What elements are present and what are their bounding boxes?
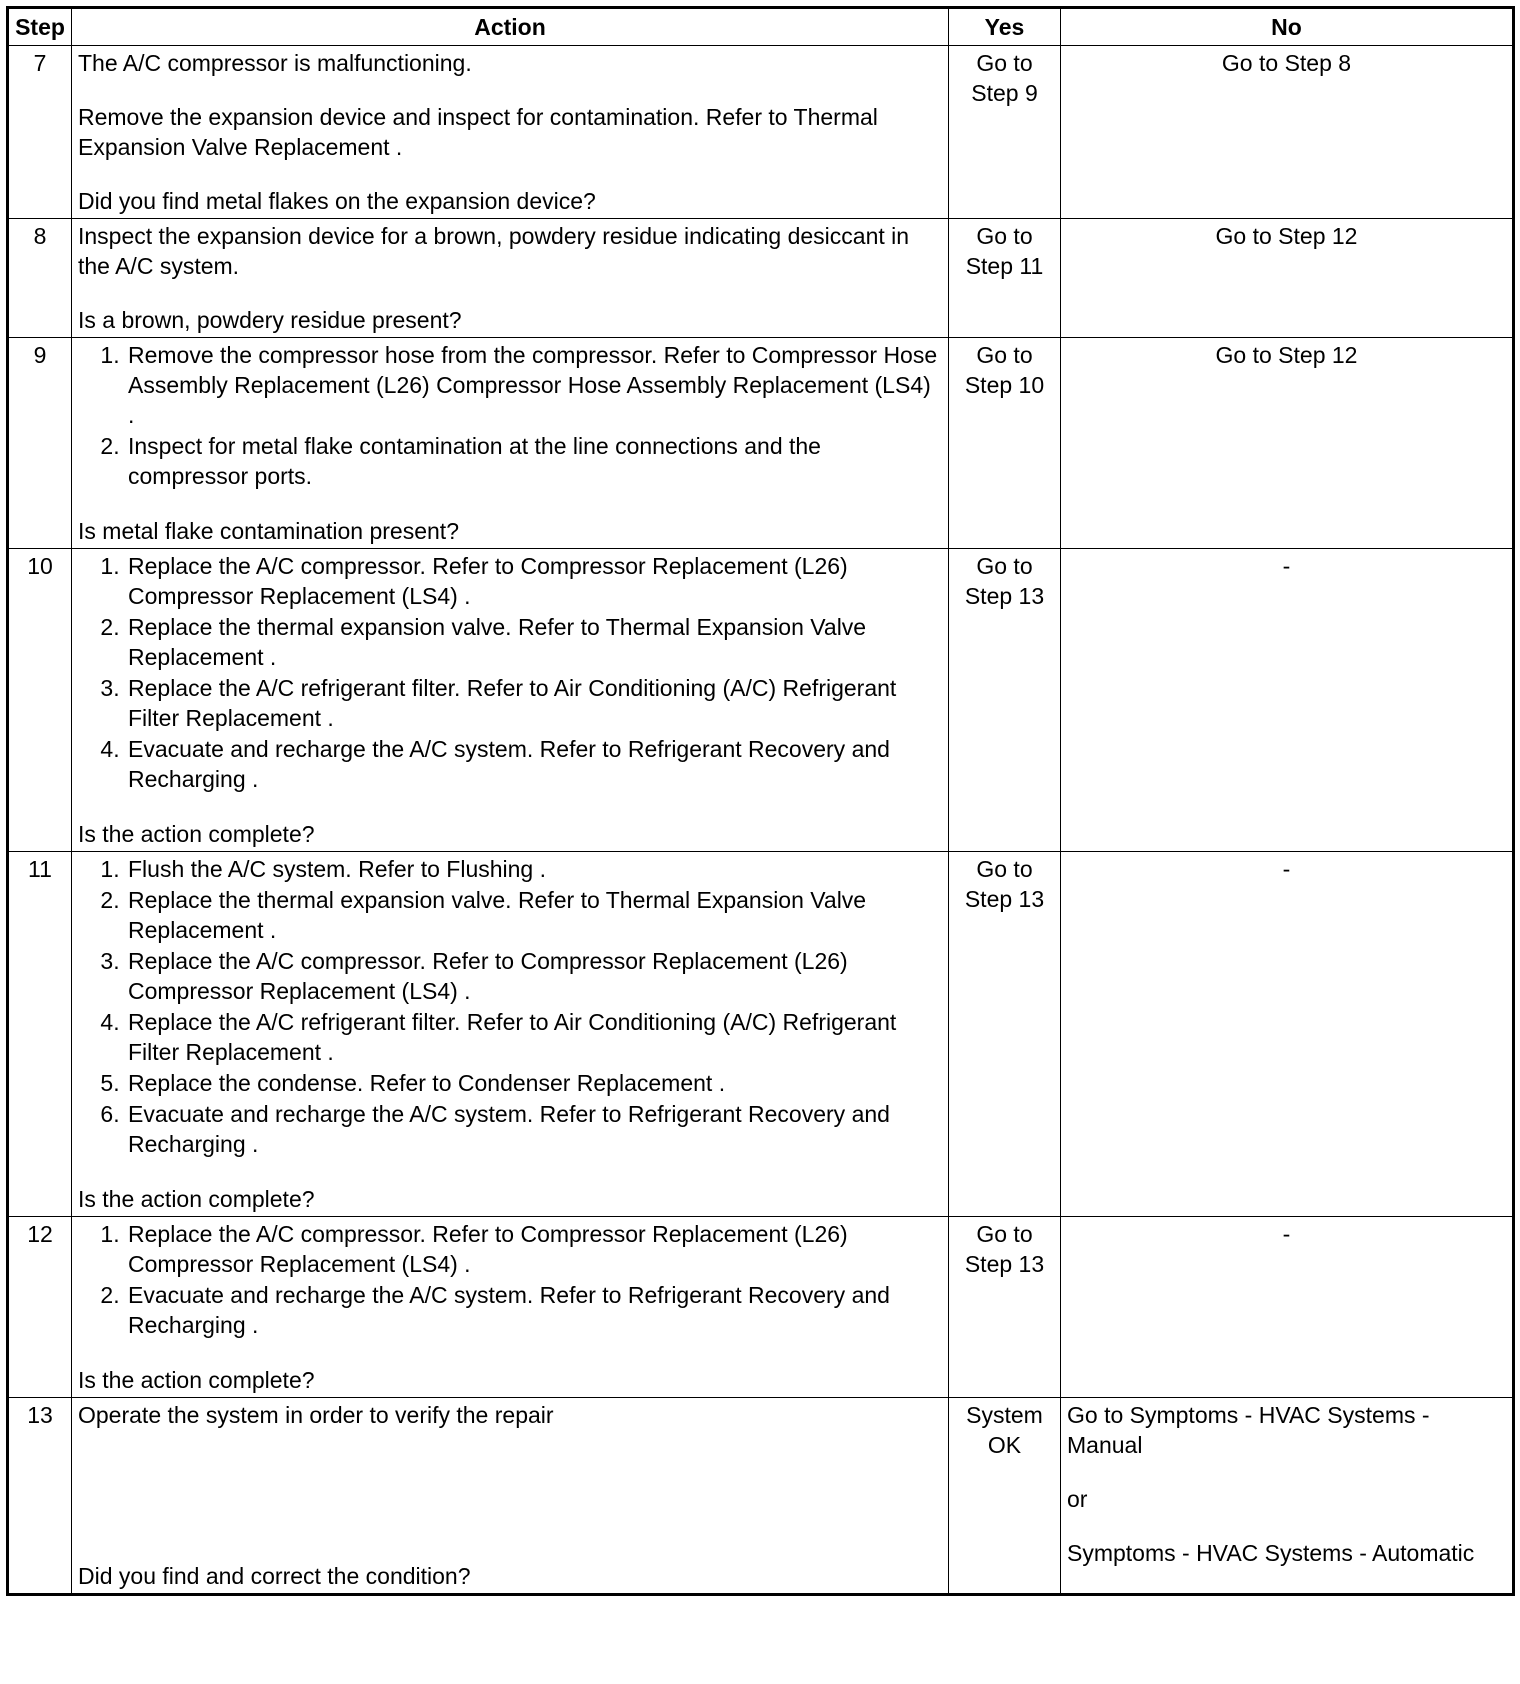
- step-number: 7: [8, 46, 72, 219]
- table-row: [8, 852, 1514, 1217]
- no-outcome-line: Go to Symptoms - HVAC Systems - Manual: [1067, 1402, 1430, 1458]
- list-item: 3. Replace the A/C refrigerant filter. Refer to Air Conditioning (A/C) Refrigerant Filter Replacement .: [126, 673, 942, 733]
- step-number: 12: [8, 1217, 72, 1398]
- action-steps-list: [78, 854, 942, 1160]
- yes-outcome-text: Go to Step 13: [964, 553, 1045, 609]
- table-row: [8, 338, 1514, 549]
- table-row: [8, 1398, 1514, 1595]
- yes-outcome: [949, 852, 1061, 1217]
- action-steps-list: [78, 551, 942, 795]
- action-question: Did you find metal flakes on the expansion device?: [78, 188, 596, 214]
- yes-outcome: [949, 1398, 1061, 1595]
- action-question: Is metal flake contamination present?: [78, 518, 459, 544]
- step-number: 8: [8, 219, 72, 338]
- yes-outcome-text: Go to Step 10: [964, 342, 1045, 398]
- action-question: Is the action complete?: [78, 1367, 315, 1393]
- list-item: 4. Evacuate and recharge the A/C system. Refer to Refrigerant Recovery and Recharging .: [126, 734, 942, 794]
- yes-outcome: [949, 549, 1061, 852]
- list-item: 1. Flush the A/C system. Refer to Flushing .: [126, 854, 942, 884]
- yes-outcome-text: System OK: [966, 1402, 1043, 1458]
- list-item: 2. Replace the thermal expansion valve. Refer to Thermal Expansion Valve Replacement .: [126, 885, 942, 945]
- list-item: 1. Remove the compressor hose from the compressor. Refer to Compressor Hose Assembly Replacement (L26) Compressor Hose Assembly Replacement (LS4) .: [126, 340, 942, 430]
- table-row: [8, 1217, 1514, 1398]
- yes-outcome-text: Go to Step 13: [964, 1221, 1045, 1277]
- yes-outcome-text: Go to Step 11: [965, 223, 1044, 279]
- header-action: Action: [72, 8, 949, 46]
- action-steps-list: [78, 1219, 942, 1341]
- list-item: 1. Replace the A/C compressor. Refer to Compressor Replacement (L26) Compressor Replacement (LS4) .: [126, 1219, 942, 1279]
- action-cell: [72, 1398, 949, 1595]
- step-number: 9: [8, 338, 72, 549]
- table-row: [8, 549, 1514, 852]
- header-yes: Yes: [949, 8, 1061, 46]
- list-item: 1. Replace the A/C compressor. Refer to Compressor Replacement (L26) Compressor Replacement (LS4) .: [126, 551, 942, 611]
- action-cell: [72, 46, 949, 219]
- table-row: [8, 219, 1514, 338]
- no-outcome: Go to Step 12: [1061, 338, 1514, 549]
- yes-outcome: [949, 1217, 1061, 1398]
- no-outcome: Go to Step 8: [1061, 46, 1514, 219]
- action-paragraph: Inspect the expansion device for a brown, powdery residue indicating desiccant in the A/C system.: [78, 223, 910, 279]
- header-no: No: [1061, 8, 1514, 46]
- yes-outcome: [949, 338, 1061, 549]
- action-cell: [72, 549, 949, 852]
- list-item: 2. Evacuate and recharge the A/C system. Refer to Refrigerant Recovery and Recharging .: [126, 1280, 942, 1340]
- action-paragraph: Remove the expansion device and inspect for contamination. Refer to Thermal Expansion Valve Replacement .: [78, 104, 878, 160]
- yes-outcome-text: Go to Step 9: [971, 50, 1038, 106]
- list-item: 2. Replace the thermal expansion valve. Refer to Thermal Expansion Valve Replacement .: [126, 612, 942, 672]
- no-outcome: -: [1061, 1217, 1514, 1398]
- action-steps-list: [78, 340, 942, 492]
- yes-outcome: [949, 46, 1061, 219]
- action-cell: [72, 338, 949, 549]
- no-outcome-line: Symptoms - HVAC Systems - Automatic: [1067, 1540, 1475, 1566]
- action-question: Is a brown, powdery residue present?: [78, 307, 462, 333]
- table-body: [8, 46, 1514, 1595]
- list-item: 5. Replace the condense. Refer to Condenser Replacement .: [126, 1068, 942, 1098]
- list-item: 3. Replace the A/C compressor. Refer to Compressor Replacement (L26) Compressor Replacement (LS4) .: [126, 946, 942, 1006]
- action-cell: [72, 1217, 949, 1398]
- action-paragraph: Operate the system in order to verify the repair: [78, 1402, 554, 1428]
- step-number: 10: [8, 549, 72, 852]
- list-item: 4. Replace the A/C refrigerant filter. Refer to Air Conditioning (A/C) Refrigerant Filter Replacement .: [126, 1007, 942, 1067]
- no-outcome-line: or: [1067, 1486, 1088, 1512]
- yes-outcome: [949, 219, 1061, 338]
- no-outcome: [1061, 1398, 1514, 1595]
- step-number: 11: [8, 852, 72, 1217]
- action-cell: [72, 219, 949, 338]
- yes-outcome-text: Go to Step 13: [964, 856, 1045, 912]
- action-question: Did you find and correct the condition?: [78, 1563, 471, 1589]
- header-row: [8, 8, 1514, 46]
- step-number: 13: [8, 1398, 72, 1595]
- header-step: Step: [8, 8, 72, 46]
- action-cell: [72, 852, 949, 1217]
- list-item: 2. Inspect for metal flake contamination at the line connections and the compressor ports.: [126, 431, 942, 491]
- action-paragraph: The A/C compressor is malfunctioning.: [78, 50, 472, 76]
- no-outcome: Go to Step 12: [1061, 219, 1514, 338]
- no-outcome: -: [1061, 549, 1514, 852]
- diagnostic-table: [6, 6, 1515, 1596]
- no-outcome: -: [1061, 852, 1514, 1217]
- table-row: [8, 46, 1514, 219]
- action-question: Is the action complete?: [78, 1186, 315, 1212]
- action-question: Is the action complete?: [78, 821, 315, 847]
- list-item: 6. Evacuate and recharge the A/C system. Refer to Refrigerant Recovery and Recharging .: [126, 1099, 942, 1159]
